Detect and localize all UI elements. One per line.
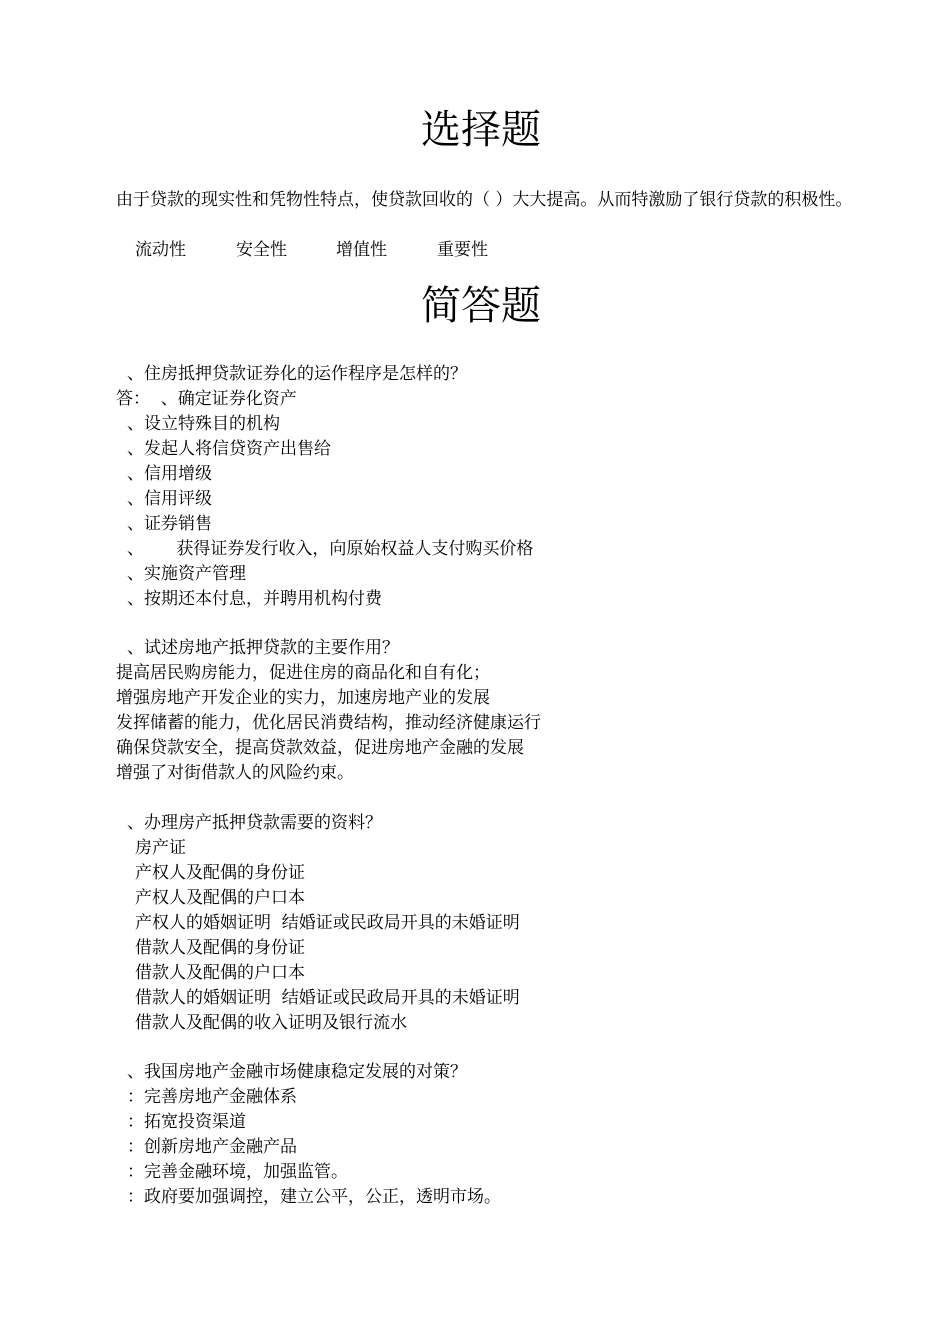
- q1-item: 、发起人将信贷资产出售给: [127, 439, 331, 459]
- q3-item: 借款人及配偶的身份证: [135, 938, 305, 958]
- q4-question: 、我国房地产金融市场健康稳定发展的对策？: [127, 1062, 467, 1082]
- q4-item: ：拓宽投资渠道: [127, 1112, 246, 1132]
- q3-item: 借款人的婚姻证明 结婚证或民政局开具的未婚证明: [135, 988, 520, 1008]
- q1-item: 、按期还本付息，并聘用机构付费: [127, 589, 382, 609]
- q1-item: 、证券销售: [127, 514, 212, 534]
- q2-item: 增强了对街借款人的风险约束。: [116, 763, 354, 783]
- q3-item: 借款人及配偶的户口本: [135, 963, 305, 983]
- q4-item: ：完善金融环境，加强监管。: [127, 1162, 348, 1182]
- mc-option-4: 重要性: [437, 240, 488, 260]
- q3-item: 房产证: [135, 838, 186, 858]
- mc-option-2: 安全性: [236, 240, 287, 260]
- section-title-short-answer: 简答题: [421, 283, 541, 329]
- q1-item: 、信用增级: [127, 464, 212, 484]
- q2-item: 提高居民购房能力，促进住房的商品化和自有化；: [116, 663, 490, 683]
- mc-option-1: 流动性: [135, 240, 186, 260]
- q1-item: 、实施资产管理: [127, 564, 246, 584]
- q2-item: 确保贷款安全，提高贷款效益，促进房地产金融的发展: [116, 738, 524, 758]
- q2-question: 、试述房地产抵押贷款的主要作用？: [127, 638, 399, 658]
- q3-question: 、办理房产抵押贷款需要的资料？: [127, 813, 382, 833]
- q4-item: ：完善房地产金融体系: [127, 1087, 297, 1107]
- q4-item: ：政府要加强调控，建立公平，公正，透明市场。: [127, 1187, 501, 1207]
- q1-answer-first: 答： 、确定证券化资产: [116, 389, 297, 409]
- q3-item: 借款人及配偶的收入证明及银行流水: [135, 1013, 407, 1033]
- q1-item: 、设立特殊目的机构: [127, 414, 280, 434]
- q2-item: 增强房地产开发企业的实力，加速房地产业的发展: [116, 688, 490, 708]
- q3-item: 产权人及配偶的身份证: [135, 863, 305, 883]
- q3-item: 产权人及配偶的户口本: [135, 888, 305, 908]
- q1-item: 、信用评级: [127, 489, 212, 509]
- q2-item: 发挥储蓄的能力，优化居民消费结构，推动经济健康运行: [116, 713, 541, 733]
- q3-item: 产权人的婚姻证明 结婚证或民政局开具的未婚证明: [135, 913, 520, 933]
- section-title-multiple-choice: 选择题: [421, 107, 541, 153]
- q1-item: 、 获得证券发行收入，向原始权益人支付购买价格: [127, 539, 534, 559]
- mc-option-3: 增值性: [336, 240, 387, 260]
- q4-item: ：创新房地产金融产品: [127, 1137, 297, 1157]
- q1-question: 、住房抵押贷款证券化的运作程序是怎样的？: [127, 364, 467, 384]
- mc-question-text: 由于贷款的现实性和凭物性特点，使贷款回收的（ ）大大提高。从而特激励了银行贷款的积极性。: [116, 190, 853, 210]
